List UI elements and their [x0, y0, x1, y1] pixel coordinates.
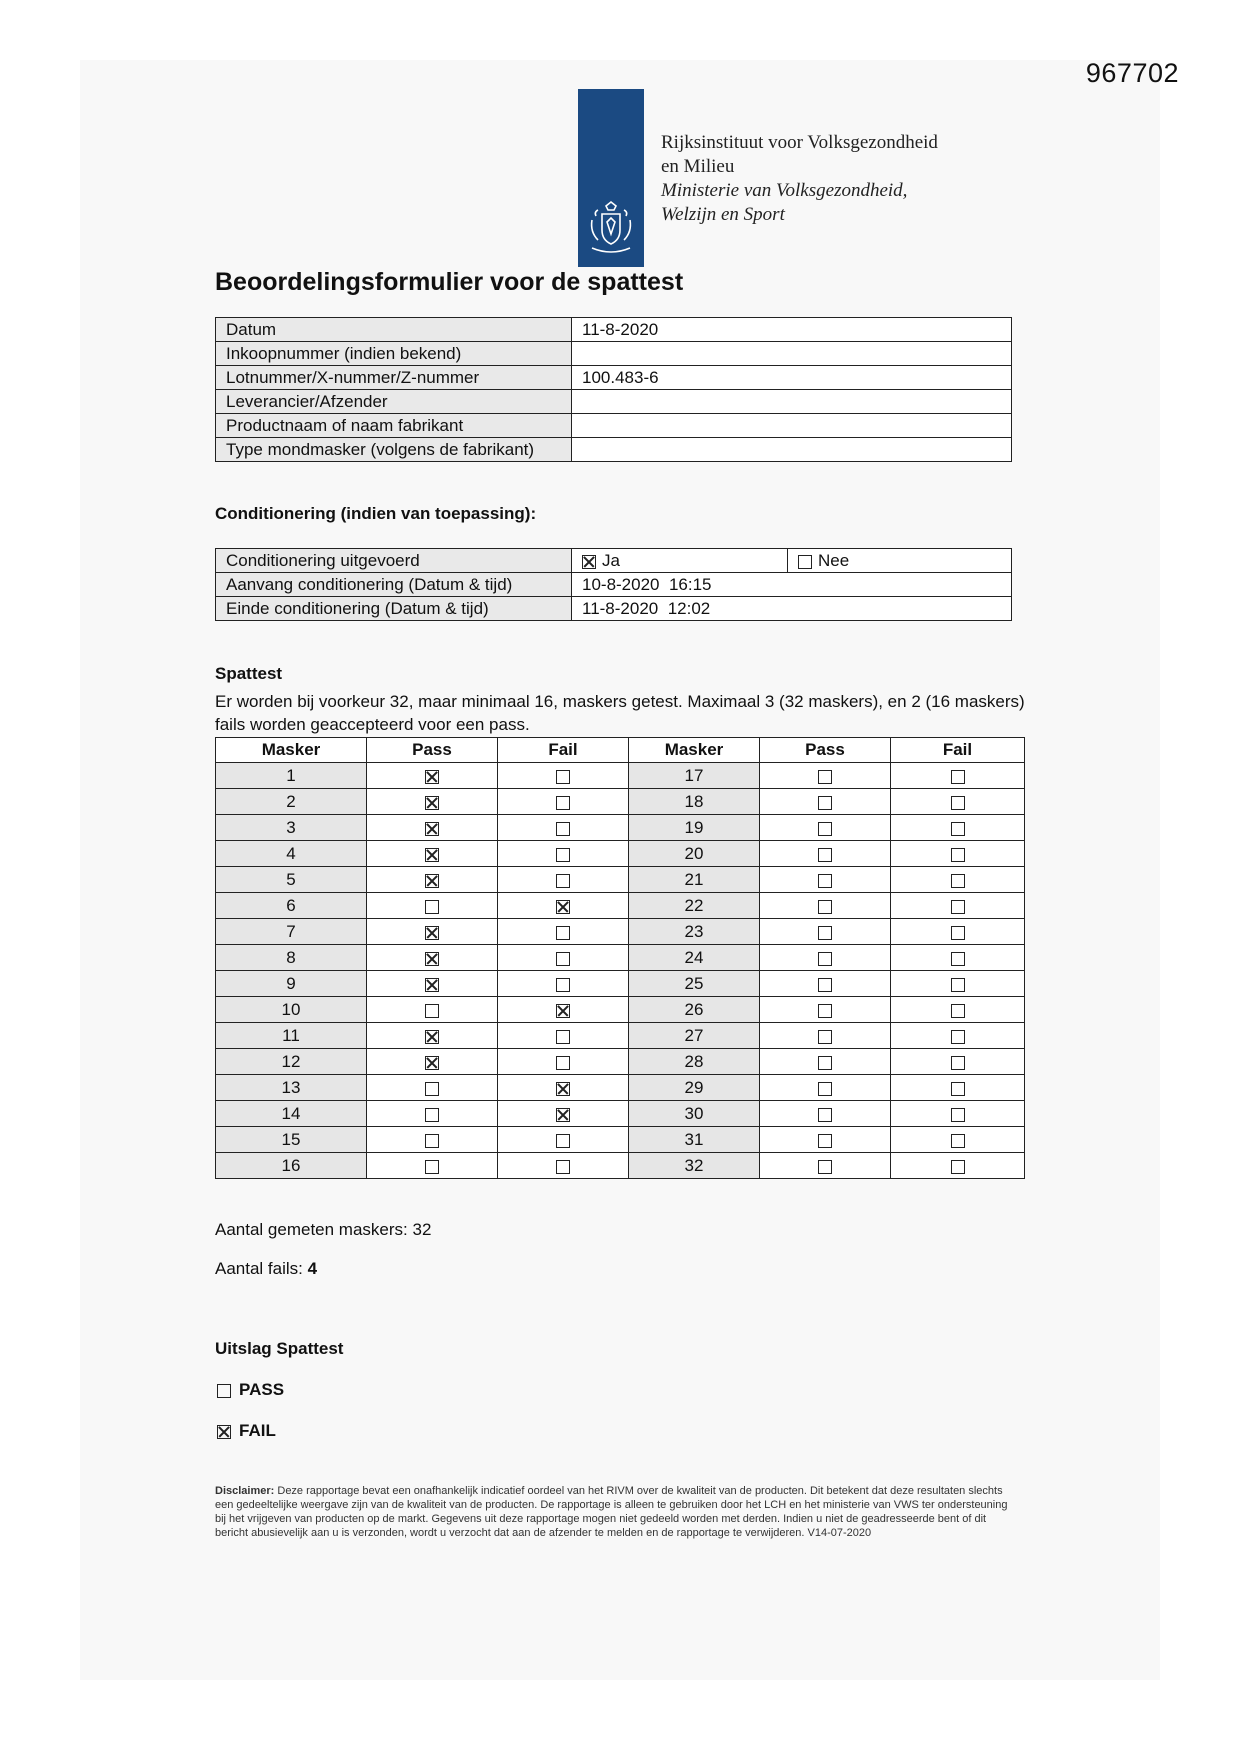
pass-checkbox[interactable]: [425, 900, 439, 914]
info-label: Productnaam of naam fabrikant: [216, 414, 572, 438]
ja-checkbox[interactable]: [582, 555, 596, 569]
fail-checkbox[interactable]: [951, 848, 965, 862]
fail-checkbox[interactable]: [951, 1004, 965, 1018]
pass-checkbox[interactable]: [425, 926, 439, 940]
pass-cell: [367, 815, 498, 841]
results-row: [216, 997, 1025, 1023]
pass-cell: [367, 893, 498, 919]
info-row: [216, 390, 1012, 414]
fail-checkbox[interactable]: [951, 978, 965, 992]
spattest-results-table: [215, 737, 1025, 1179]
fail-cell: [891, 919, 1025, 945]
fails-count: [215, 1259, 317, 1279]
pass-cell: [760, 815, 891, 841]
masker-number: 32: [629, 1153, 760, 1179]
pass-checkbox[interactable]: [425, 978, 439, 992]
results-row: [216, 1127, 1025, 1153]
ja-label: Ja: [602, 551, 620, 570]
pass-checkbox[interactable]: [425, 874, 439, 888]
fail-cell: [498, 867, 629, 893]
fail-checkbox[interactable]: [556, 926, 570, 940]
masker-number: 23: [629, 919, 760, 945]
fail-cell: [498, 1153, 629, 1179]
fail-cell: [498, 945, 629, 971]
info-label: Datum: [216, 318, 572, 342]
fail-checkbox[interactable]: [556, 952, 570, 966]
masker-number: 2: [216, 789, 367, 815]
pass-cell: [367, 1101, 498, 1127]
org-name-line1: Rijksinstituut voor Volksgezondheid: [661, 132, 938, 153]
pass-checkbox[interactable]: [818, 1030, 832, 1044]
pass-cell: [367, 1075, 498, 1101]
pass-cell: [760, 841, 891, 867]
pass-checkbox[interactable]: [425, 1134, 439, 1148]
fail-cell: [891, 763, 1025, 789]
disclaimer: [215, 1484, 1015, 1540]
fail-cell: [498, 1127, 629, 1153]
outcome-fail-checkbox[interactable]: [217, 1425, 231, 1439]
fail-cell: [891, 1101, 1025, 1127]
col-masker-left: Masker: [216, 738, 367, 763]
results-row: [216, 789, 1025, 815]
results-row: [216, 1075, 1025, 1101]
masker-number: 12: [216, 1049, 367, 1075]
results-header-row: [216, 738, 1025, 763]
pass-checkbox[interactable]: [425, 1004, 439, 1018]
pass-checkbox[interactable]: [425, 796, 439, 810]
pass-cell: [760, 1153, 891, 1179]
outcome-fail-label: FAIL: [239, 1421, 276, 1440]
fail-checkbox[interactable]: [556, 1004, 570, 1018]
fail-checkbox[interactable]: [951, 822, 965, 836]
fail-checkbox[interactable]: [556, 874, 570, 888]
fails-count-label: Aantal fails:: [215, 1259, 303, 1278]
masker-number: 10: [216, 997, 367, 1023]
fail-checkbox[interactable]: [556, 1134, 570, 1148]
fail-checkbox[interactable]: [556, 900, 570, 914]
fail-cell: [891, 1023, 1025, 1049]
pass-cell: [367, 945, 498, 971]
pass-checkbox[interactable]: [818, 822, 832, 836]
fail-cell: [498, 893, 629, 919]
nee-checkbox[interactable]: [798, 555, 812, 569]
masker-number: 1: [216, 763, 367, 789]
fail-checkbox[interactable]: [951, 796, 965, 810]
masker-number: 29: [629, 1075, 760, 1101]
results-row: [216, 945, 1025, 971]
pass-cell: [760, 1127, 891, 1153]
masker-number: 30: [629, 1101, 760, 1127]
results-row: [216, 1153, 1025, 1179]
fail-checkbox[interactable]: [951, 900, 965, 914]
fail-checkbox[interactable]: [951, 1030, 965, 1044]
measured-count: Aantal gemeten maskers: 32: [215, 1220, 432, 1239]
spattest-heading: Spattest: [215, 664, 283, 683]
conditioning-end-row: [216, 597, 1012, 621]
fail-cell: [891, 867, 1025, 893]
col-pass-right: Pass: [760, 738, 891, 763]
results-row: [216, 815, 1025, 841]
masker-number: 25: [629, 971, 760, 997]
pass-checkbox[interactable]: [818, 796, 832, 810]
conditioning-table: [215, 548, 1012, 621]
pass-cell: [760, 997, 891, 1023]
pass-checkbox[interactable]: [818, 770, 832, 784]
pass-checkbox[interactable]: [818, 900, 832, 914]
fail-checkbox[interactable]: [951, 770, 965, 784]
fail-cell: [498, 919, 629, 945]
masker-number: 14: [216, 1101, 367, 1127]
fail-cell: [891, 945, 1025, 971]
info-row: [216, 438, 1012, 462]
info-value[interactable]: [572, 342, 1012, 366]
masker-number: 18: [629, 789, 760, 815]
spattest-intro: Er worden bij voorkeur 32, maar minimaal 16, maskers getest. Maximaal 3 (32 maskers), en 2 (16 maskers) fails worden geaccepteerd voor een pass.: [215, 692, 1025, 734]
col-fail-left: Fail: [498, 738, 629, 763]
info-row: [216, 342, 1012, 366]
info-row: [216, 318, 1012, 342]
fail-cell: [891, 789, 1025, 815]
fail-cell: [498, 1049, 629, 1075]
masker-number: 20: [629, 841, 760, 867]
fail-checkbox[interactable]: [556, 1108, 570, 1122]
pass-checkbox[interactable]: [425, 1160, 439, 1174]
pass-cell: [367, 789, 498, 815]
masker-number: 3: [216, 815, 367, 841]
info-value[interactable]: [572, 438, 1012, 462]
pass-cell: [760, 1101, 891, 1127]
col-pass-left: Pass: [367, 738, 498, 763]
fail-cell: [891, 1075, 1025, 1101]
fail-checkbox[interactable]: [951, 1134, 965, 1148]
info-row: [216, 414, 1012, 438]
pass-cell: [760, 789, 891, 815]
masker-number: 19: [629, 815, 760, 841]
fail-cell: [498, 1101, 629, 1127]
masker-number: 4: [216, 841, 367, 867]
info-row: [216, 366, 1012, 390]
masker-number: 31: [629, 1127, 760, 1153]
fail-checkbox[interactable]: [556, 1082, 570, 1096]
fail-checkbox[interactable]: [556, 822, 570, 836]
conditioning-end-value: 11-8-2020 12:02: [572, 597, 1012, 621]
outcome-pass-checkbox[interactable]: [217, 1384, 231, 1398]
pass-cell: [760, 1075, 891, 1101]
masker-number: 11: [216, 1023, 367, 1049]
masker-number: 13: [216, 1075, 367, 1101]
pass-checkbox[interactable]: [425, 822, 439, 836]
fail-cell: [498, 841, 629, 867]
conditioning-heading: Conditionering (indien van toepassing):: [215, 504, 537, 523]
fail-cell: [891, 997, 1025, 1023]
pass-checkbox[interactable]: [818, 1004, 832, 1018]
fail-checkbox[interactable]: [951, 1056, 965, 1070]
pass-checkbox[interactable]: [818, 926, 832, 940]
fail-cell: [498, 1075, 629, 1101]
pass-cell: [367, 1049, 498, 1075]
pass-cell: [760, 893, 891, 919]
organization-block: [661, 131, 938, 227]
pass-checkbox[interactable]: [818, 978, 832, 992]
results-row: [216, 1101, 1025, 1127]
conditioning-performed-row: [216, 549, 1012, 573]
fail-checkbox[interactable]: [556, 796, 570, 810]
pass-cell: [367, 1153, 498, 1179]
info-label: Type mondmasker (volgens de fabrikant): [216, 438, 572, 462]
masker-number: 24: [629, 945, 760, 971]
pass-cell: [367, 919, 498, 945]
org-name-line2: en Milieu: [661, 156, 735, 177]
conditioning-start-label: Aanvang conditionering (Datum & tijd): [216, 573, 572, 597]
pass-checkbox[interactable]: [425, 1082, 439, 1096]
results-row: [216, 971, 1025, 997]
info-value[interactable]: 100.483-6: [572, 366, 1012, 390]
conditioning-start-value: 10-8-2020 16:15: [572, 573, 1012, 597]
pass-cell: [367, 841, 498, 867]
nee-label: Nee: [818, 551, 850, 570]
fail-cell: [891, 1049, 1025, 1075]
pass-checkbox[interactable]: [818, 848, 832, 862]
masker-number: 9: [216, 971, 367, 997]
fail-checkbox[interactable]: [951, 874, 965, 888]
fail-checkbox[interactable]: [556, 1030, 570, 1044]
pass-cell: [760, 763, 891, 789]
pass-cell: [760, 867, 891, 893]
masker-number: 8: [216, 945, 367, 971]
conditioning-end-label: Einde conditionering (Datum & tijd): [216, 597, 572, 621]
pass-checkbox[interactable]: [818, 1134, 832, 1148]
pass-checkbox[interactable]: [818, 874, 832, 888]
pass-cell: [367, 1023, 498, 1049]
fail-cell: [498, 997, 629, 1023]
fail-cell: [891, 815, 1025, 841]
outcome-pass-option[interactable]: [217, 1380, 284, 1400]
pass-cell: [760, 945, 891, 971]
results-row: [216, 867, 1025, 893]
fail-cell: [891, 1127, 1025, 1153]
fail-cell: [891, 841, 1025, 867]
pass-checkbox[interactable]: [425, 848, 439, 862]
info-value[interactable]: 11-8-2020: [572, 318, 1012, 342]
masker-number: 16: [216, 1153, 367, 1179]
info-label: Inkoopnummer (indien bekend): [216, 342, 572, 366]
ja-option[interactable]: [572, 549, 788, 573]
pass-checkbox[interactable]: [425, 1056, 439, 1070]
info-label: Leverancier/Afzender: [216, 390, 572, 414]
coat-of-arms-icon: [586, 200, 636, 258]
fail-checkbox[interactable]: [556, 1160, 570, 1174]
results-row: [216, 919, 1025, 945]
pass-checkbox[interactable]: [818, 1082, 832, 1096]
pass-cell: [367, 997, 498, 1023]
fail-checkbox[interactable]: [951, 1160, 965, 1174]
col-fail-right: Fail: [891, 738, 1025, 763]
pass-checkbox[interactable]: [425, 952, 439, 966]
outcome-fail-option[interactable]: [217, 1421, 276, 1441]
fail-checkbox[interactable]: [951, 926, 965, 940]
results-row: [216, 1049, 1025, 1075]
fail-checkbox[interactable]: [951, 952, 965, 966]
results-row: [216, 841, 1025, 867]
outcome-pass-label: PASS: [239, 1380, 285, 1399]
disclaimer-lead: Disclaimer:: [215, 1485, 275, 1497]
results-row: [216, 893, 1025, 919]
pass-cell: [760, 919, 891, 945]
fail-cell: [498, 1023, 629, 1049]
fail-cell: [891, 893, 1025, 919]
ministry-line2: Welzijn en Sport: [661, 204, 785, 225]
fail-cell: [498, 815, 629, 841]
masker-number: 6: [216, 893, 367, 919]
fail-cell: [891, 1153, 1025, 1179]
page-title: Beoordelingsformulier voor de spattest: [215, 268, 684, 296]
pass-cell: [367, 1127, 498, 1153]
fail-cell: [498, 763, 629, 789]
pass-checkbox[interactable]: [818, 1108, 832, 1122]
masker-number: 28: [629, 1049, 760, 1075]
fails-count-value: 4: [307, 1259, 318, 1278]
results-row: [216, 763, 1025, 789]
col-masker-right: Masker: [629, 738, 760, 763]
conditioning-start-row: [216, 573, 1012, 597]
nee-option[interactable]: [788, 549, 1012, 573]
pass-checkbox[interactable]: [425, 1108, 439, 1122]
ministry-line1: Ministerie van Volksgezondheid,: [661, 180, 908, 201]
pass-checkbox[interactable]: [425, 770, 439, 784]
masker-number: 17: [629, 763, 760, 789]
pass-cell: [760, 1049, 891, 1075]
info-value[interactable]: [572, 390, 1012, 414]
pass-cell: [760, 1023, 891, 1049]
fail-checkbox[interactable]: [556, 848, 570, 862]
info-value[interactable]: [572, 414, 1012, 438]
fail-checkbox[interactable]: [556, 1056, 570, 1070]
masker-number: 5: [216, 867, 367, 893]
fail-checkbox[interactable]: [951, 1082, 965, 1096]
fail-cell: [498, 971, 629, 997]
pass-checkbox[interactable]: [818, 952, 832, 966]
disclaimer-text: Deze rapportage bevat een onafhankelijk indicatief oordeel van het RIVM over de kwaliteit van de producten. Dit betekent dat deze resultaten slechts een gedeeltelijke weergave zijn van de kwaliteit van de producten. De rapportage is alleen te gebruiken door het LCH en het ministerie van VWS ter ondersteuning bij het vrijgeven van producten op de markt. Gegevens uit deze rapportage mogen niet gedeeld worden met derden. Indien u niet de geadresseerde bent of dit bericht abusievelijk aan u is verzonden, wordt u verzocht dat aan de afzender te melden en de rapportage te verwijderen. V14-07-2020: [215, 1485, 1008, 1539]
document-id: 967702: [1085, 58, 1179, 88]
info-label: Lotnummer/X-nummer/Z-nummer: [216, 366, 572, 390]
fail-checkbox[interactable]: [556, 978, 570, 992]
masker-number: 27: [629, 1023, 760, 1049]
masker-number: 7: [216, 919, 367, 945]
info-table: [215, 317, 1012, 462]
masker-number: 15: [216, 1127, 367, 1153]
results-row: [216, 1023, 1025, 1049]
fail-cell: [891, 971, 1025, 997]
masker-number: 21: [629, 867, 760, 893]
pass-cell: [760, 971, 891, 997]
pass-cell: [367, 763, 498, 789]
fail-cell: [498, 789, 629, 815]
outcome-heading: Uitslag Spattest: [215, 1339, 344, 1358]
masker-number: 22: [629, 893, 760, 919]
masker-number: 26: [629, 997, 760, 1023]
pass-checkbox[interactable]: [818, 1056, 832, 1070]
pass-checkbox[interactable]: [818, 1160, 832, 1174]
pass-cell: [367, 971, 498, 997]
fail-checkbox[interactable]: [951, 1108, 965, 1122]
pass-cell: [367, 867, 498, 893]
fail-checkbox[interactable]: [556, 770, 570, 784]
conditioning-performed-label: Conditionering uitgevoerd: [216, 549, 572, 573]
pass-checkbox[interactable]: [425, 1030, 439, 1044]
